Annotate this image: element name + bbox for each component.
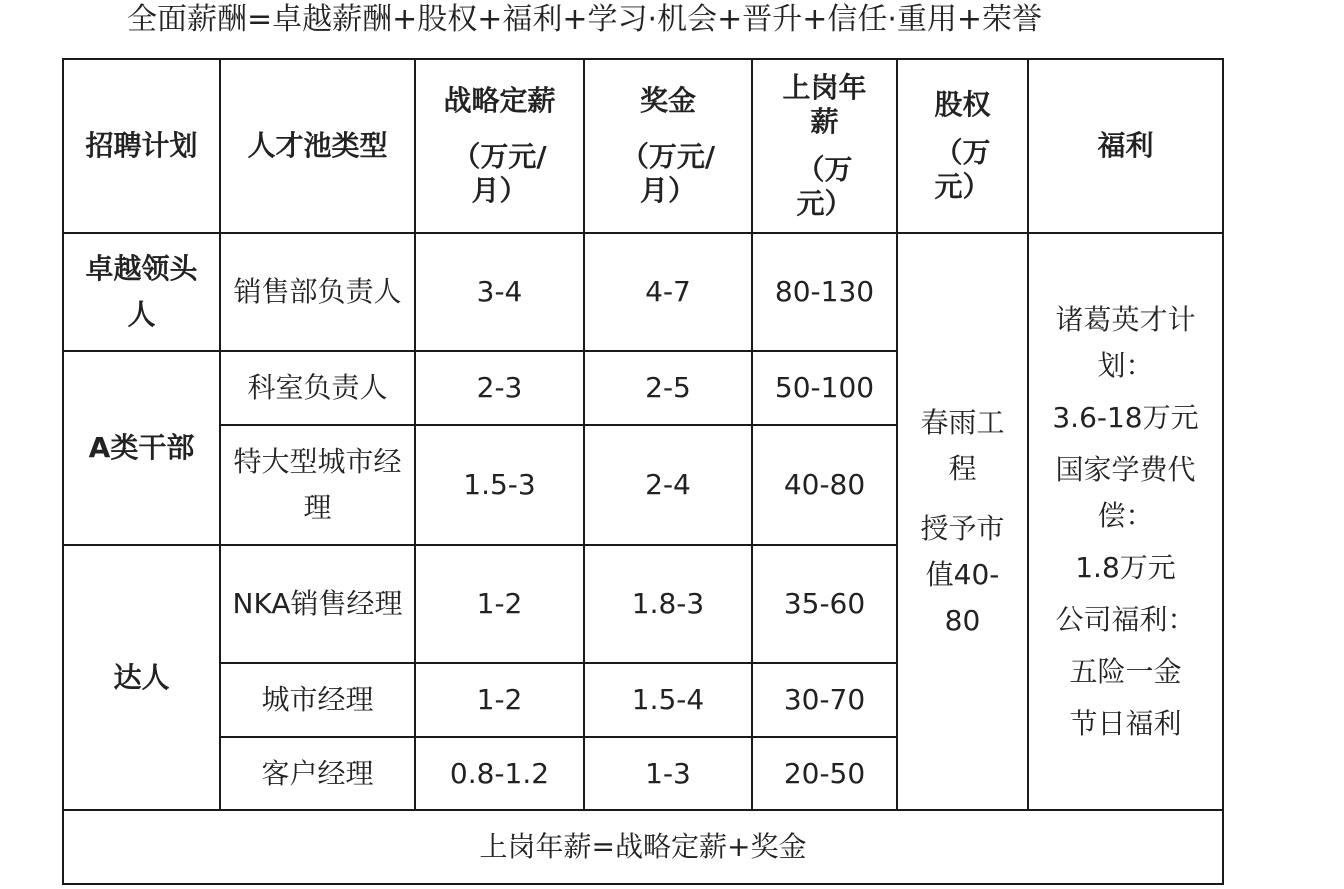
welfare-line-7: 节日福利: [1069, 706, 1182, 740]
header-bonus: [584, 59, 752, 233]
header-annual: [752, 59, 897, 233]
compensation-table: [62, 58, 1224, 885]
group-cell-a-cadre: A类干部: [63, 351, 220, 545]
header-row: [63, 59, 1223, 233]
group-cell-leader: 卓越领头人: [63, 233, 220, 351]
header-welfare: 福利: [1028, 59, 1223, 233]
welfare-line-3: 国家学费代偿：: [1055, 452, 1196, 532]
header-plan: 招聘计划: [63, 59, 220, 233]
pool-cell: 科室负责人: [220, 351, 415, 425]
equity-cell: [897, 233, 1028, 810]
header-equity-title: 股权: [934, 88, 991, 121]
pool-cell: 销售部负责人: [220, 233, 415, 351]
header-bonus-unit-2: 月）: [639, 174, 696, 207]
welfare-line-4: 1.8万元: [1075, 550, 1176, 584]
welfare-cell: [1028, 233, 1223, 810]
header-pool: 人才池类型: [220, 59, 415, 233]
pool-cell: NKA销售经理: [220, 545, 415, 663]
header-salary: [415, 59, 584, 233]
header-annual-title-1: 上岗年: [782, 71, 867, 104]
bonus-cell: 1.8-3: [584, 545, 752, 663]
header-equity-unit-1: （万: [934, 136, 991, 169]
header-salary-unit-2: 月）: [471, 174, 528, 207]
salary-cell: 3-4: [415, 233, 584, 351]
salary-cell: 0.8-1.2: [415, 737, 584, 810]
table-row: [63, 233, 1223, 351]
header-salary-unit-1: （万元/: [452, 140, 547, 173]
pool-cell: 城市经理: [220, 663, 415, 737]
page-headline: 全面薪酬=卓越薪酬+股权+福利+学习·机会+晋升+信任·重用+荣誉: [127, 2, 1043, 37]
salary-cell: 1-2: [415, 545, 584, 663]
group-cell-expert: 达人: [63, 545, 220, 810]
header-annual-title-2: 薪: [810, 105, 839, 138]
welfare-line-1: 诸葛英才计划：: [1055, 302, 1196, 382]
welfare-line-2: 3.6-18万元: [1052, 400, 1199, 434]
pool-cell: 特大型城市经理: [220, 425, 415, 545]
annual-cell: 20-50: [752, 737, 897, 810]
footer-row: [63, 810, 1223, 884]
bonus-cell: 1.5-4: [584, 663, 752, 737]
bonus-cell: 1-3: [584, 737, 752, 810]
welfare-line-5: 公司福利：: [1055, 602, 1196, 636]
bonus-cell: 2-5: [584, 351, 752, 425]
welfare-line-6: 五险一金: [1069, 654, 1182, 688]
salary-cell: 1.5-3: [415, 425, 584, 545]
header-equity-unit-2: 元）: [934, 170, 991, 203]
annual-cell: 35-60: [752, 545, 897, 663]
header-annual-unit-1: （万: [796, 153, 853, 186]
header-annual-unit-2: 元）: [796, 187, 853, 220]
annual-cell: 50-100: [752, 351, 897, 425]
salary-cell: 2-3: [415, 351, 584, 425]
header-salary-title: 战略定薪: [443, 84, 556, 117]
header-bonus-unit-1: （万元/: [620, 140, 716, 173]
header-equity: [897, 59, 1028, 233]
equity-line-2: 授予市值40-80: [920, 511, 1005, 637]
annual-cell: 80-130: [752, 233, 897, 351]
annual-cell: 30-70: [752, 663, 897, 737]
footer-note: 上岗年薪=战略定薪+奖金: [63, 810, 1223, 884]
pool-cell: 客户经理: [220, 737, 415, 810]
bonus-cell: 2-4: [584, 425, 752, 545]
salary-cell: 1-2: [415, 663, 584, 737]
equity-line-1: 春雨工程: [920, 405, 1005, 485]
header-bonus-title: 奖金: [639, 84, 696, 117]
bonus-cell: 4-7: [584, 233, 752, 351]
annual-cell: 40-80: [752, 425, 897, 545]
